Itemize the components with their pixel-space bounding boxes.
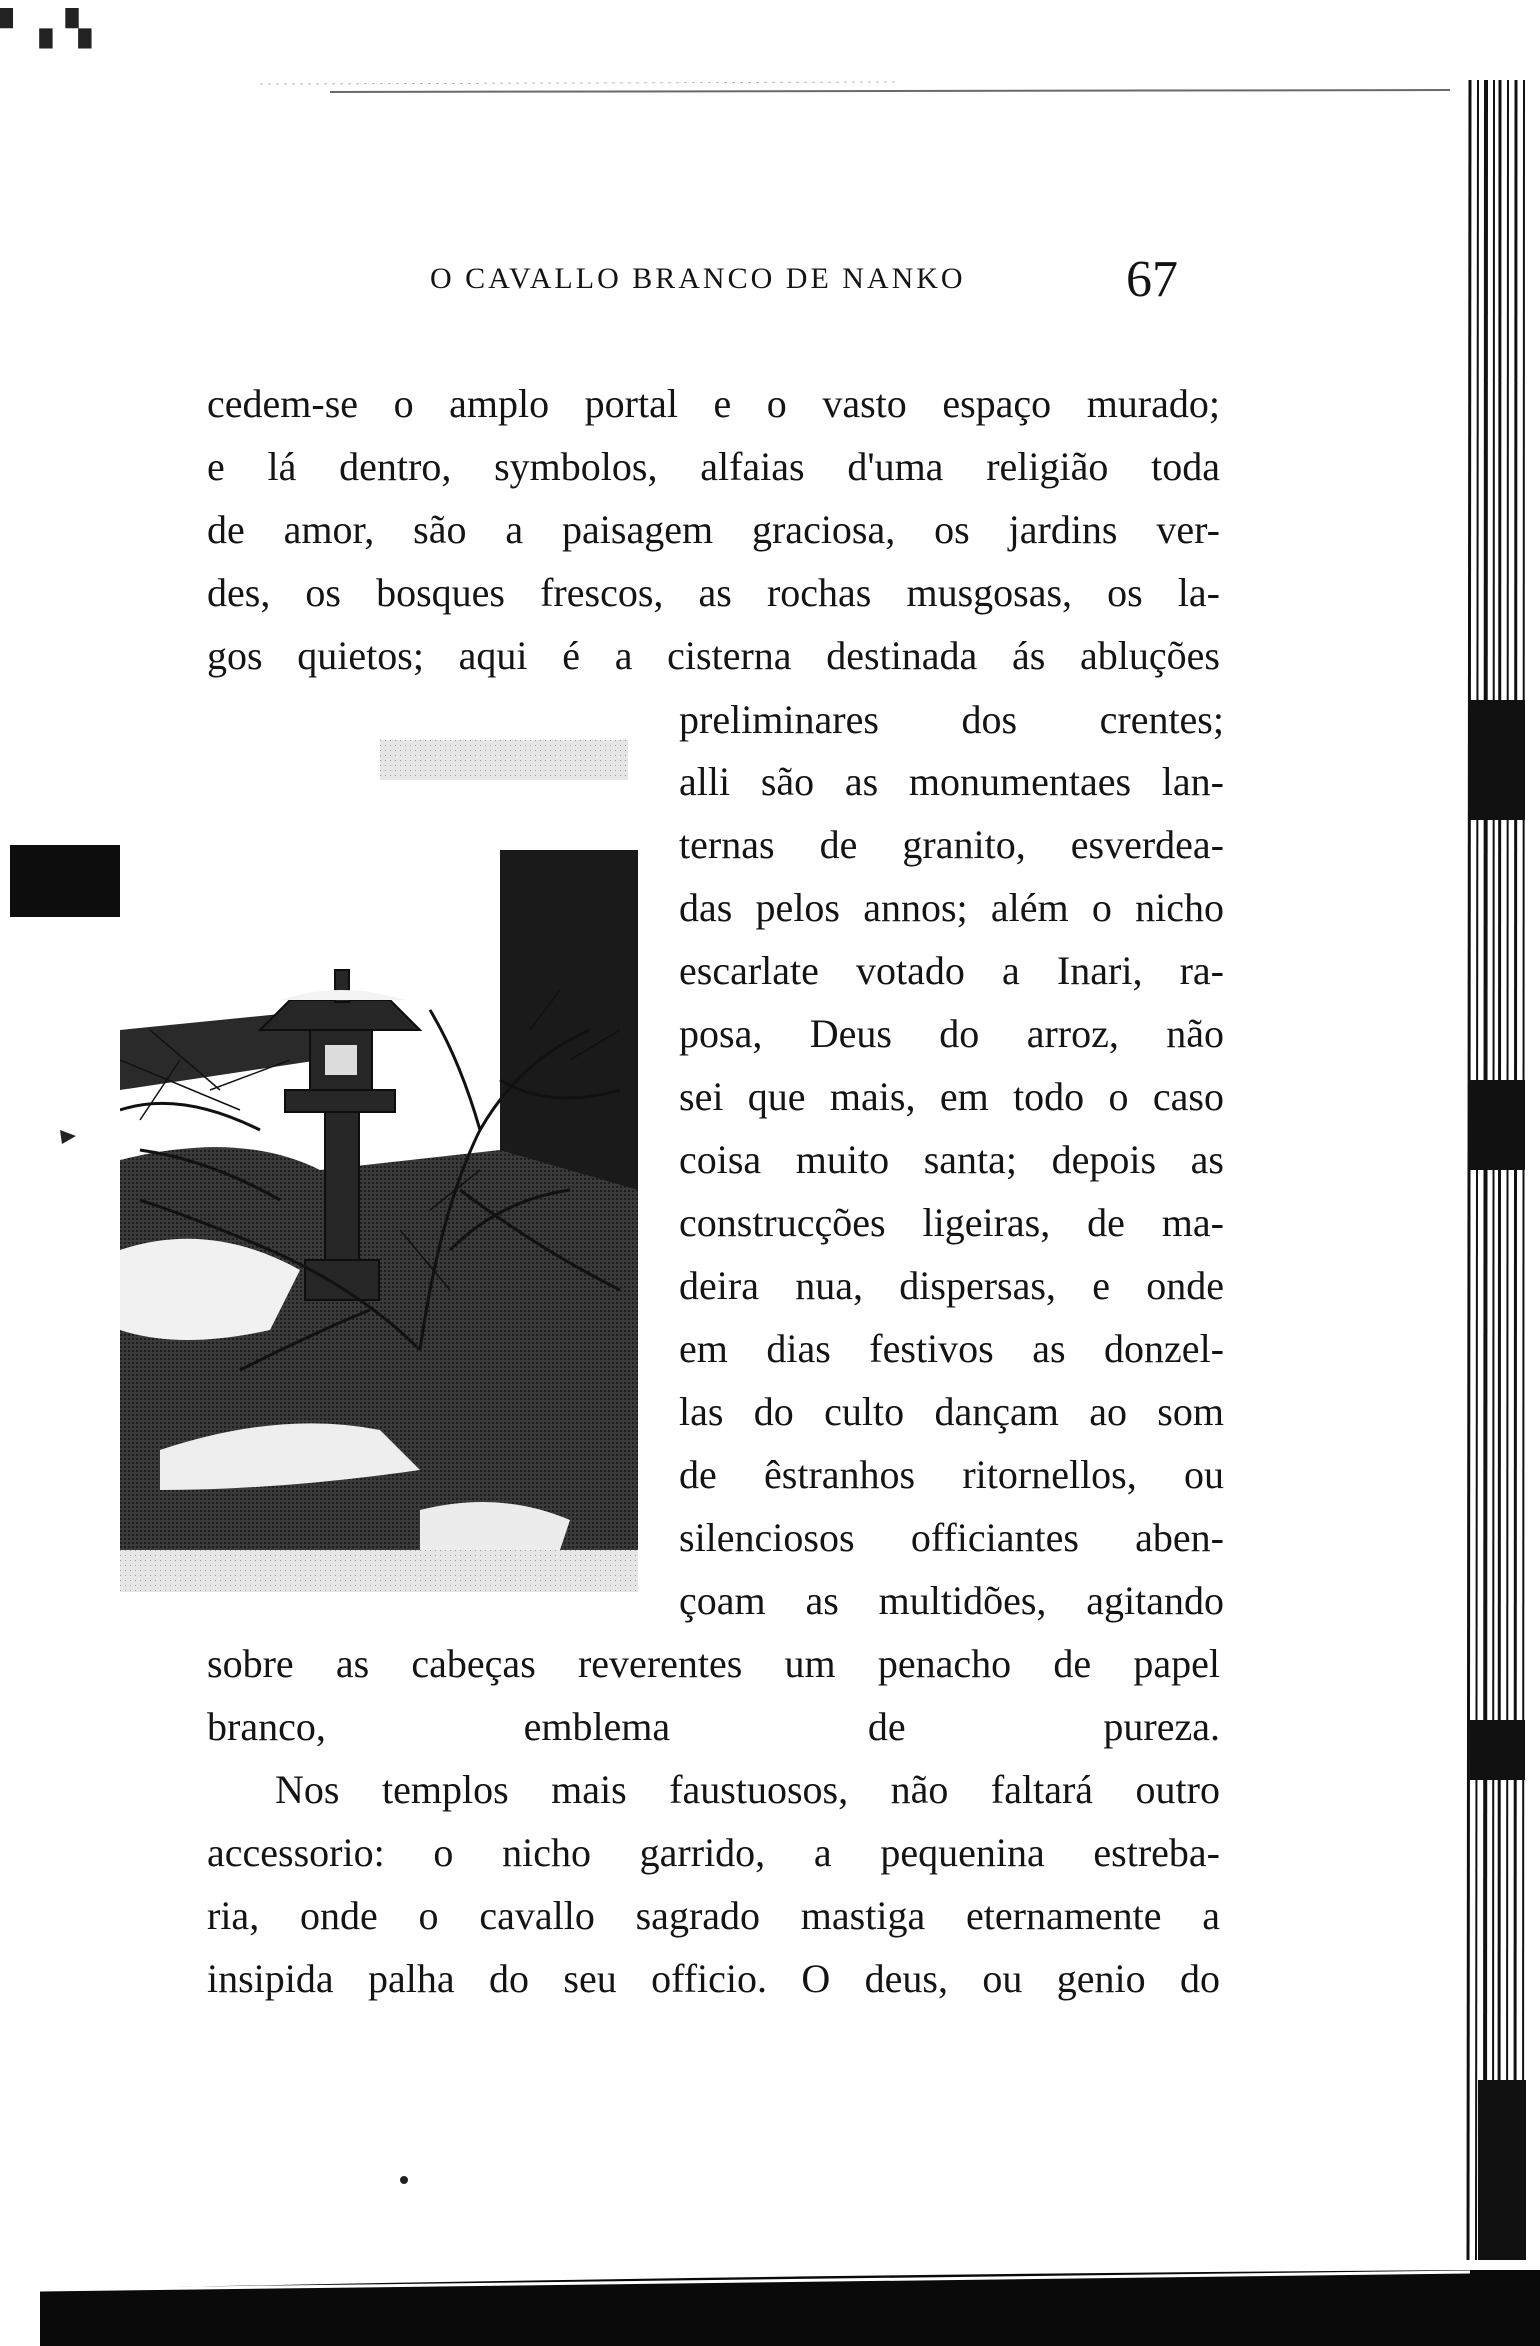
text-line: construcções ligeiras, de ma- bbox=[679, 1200, 1224, 1245]
text-line: deira nua, dispersas, e onde bbox=[679, 1263, 1224, 1308]
text-line: das pelos annos; além o nicho bbox=[679, 885, 1224, 930]
text-line: escarlate votado a Inari, ra- bbox=[679, 948, 1224, 993]
text-line: accessorio: o nicho garrido, a pequenina estreba- bbox=[207, 1830, 1220, 1875]
text-line: coisa muito santa; depois as bbox=[679, 1137, 1224, 1182]
text-line: branco, emblema de pureza. bbox=[207, 1704, 1220, 1749]
text-line: çoam as multidões, agitando bbox=[679, 1578, 1224, 1623]
text-line: silenciosos officiantes aben- bbox=[679, 1515, 1224, 1560]
text-line: sobre as cabeças reverentes um penacho de papel bbox=[207, 1641, 1220, 1686]
text-line: ternas de granito, esverdea- bbox=[679, 822, 1224, 867]
stone-lantern-photo-icon bbox=[120, 730, 638, 1592]
text-line: gos quietos; aqui é a cisterna destinada ás abluções bbox=[207, 633, 1220, 678]
paragraph-first-line: Nos templos mais faustuosos, não faltará outro bbox=[275, 1767, 1220, 1812]
text-line: des, os bosques frescos, as rochas musgosas, os la- bbox=[207, 570, 1220, 615]
text-line: posa, Deus do arroz, não bbox=[679, 1011, 1224, 1056]
text-line: cedem-se o amplo portal e o vasto espaço murado; bbox=[207, 381, 1220, 426]
page-number: 67 bbox=[1126, 251, 1178, 308]
text-line: sei que mais, em todo o caso bbox=[679, 1074, 1224, 1119]
text-line: alli são as monumentaes lan- bbox=[679, 759, 1224, 804]
text-line: preliminares dos crentes; bbox=[679, 697, 1224, 742]
svg-text:▘▗▝▖: ▘▗▝▖ bbox=[0, 9, 105, 49]
text-line: de êstranhos ritornellos, ou bbox=[679, 1452, 1224, 1497]
text-line: e lá dentro, symbolos, alfaias d'uma religião toda bbox=[207, 444, 1220, 489]
running-title: O CAVALLO BRANCO DE NANKO bbox=[430, 262, 966, 295]
text-line: de amor, são a paisagem graciosa, os jardins ver- bbox=[207, 507, 1220, 552]
text-line: em dias festivos as donzel- bbox=[679, 1326, 1224, 1371]
text-line: ria, onde o cavallo sagrado mastiga eternamente a bbox=[207, 1893, 1220, 1938]
text-line: insipida palha do seu officio. O deus, ou genio do bbox=[207, 1956, 1220, 2001]
text-line: las do culto dançam ao som bbox=[679, 1389, 1224, 1434]
